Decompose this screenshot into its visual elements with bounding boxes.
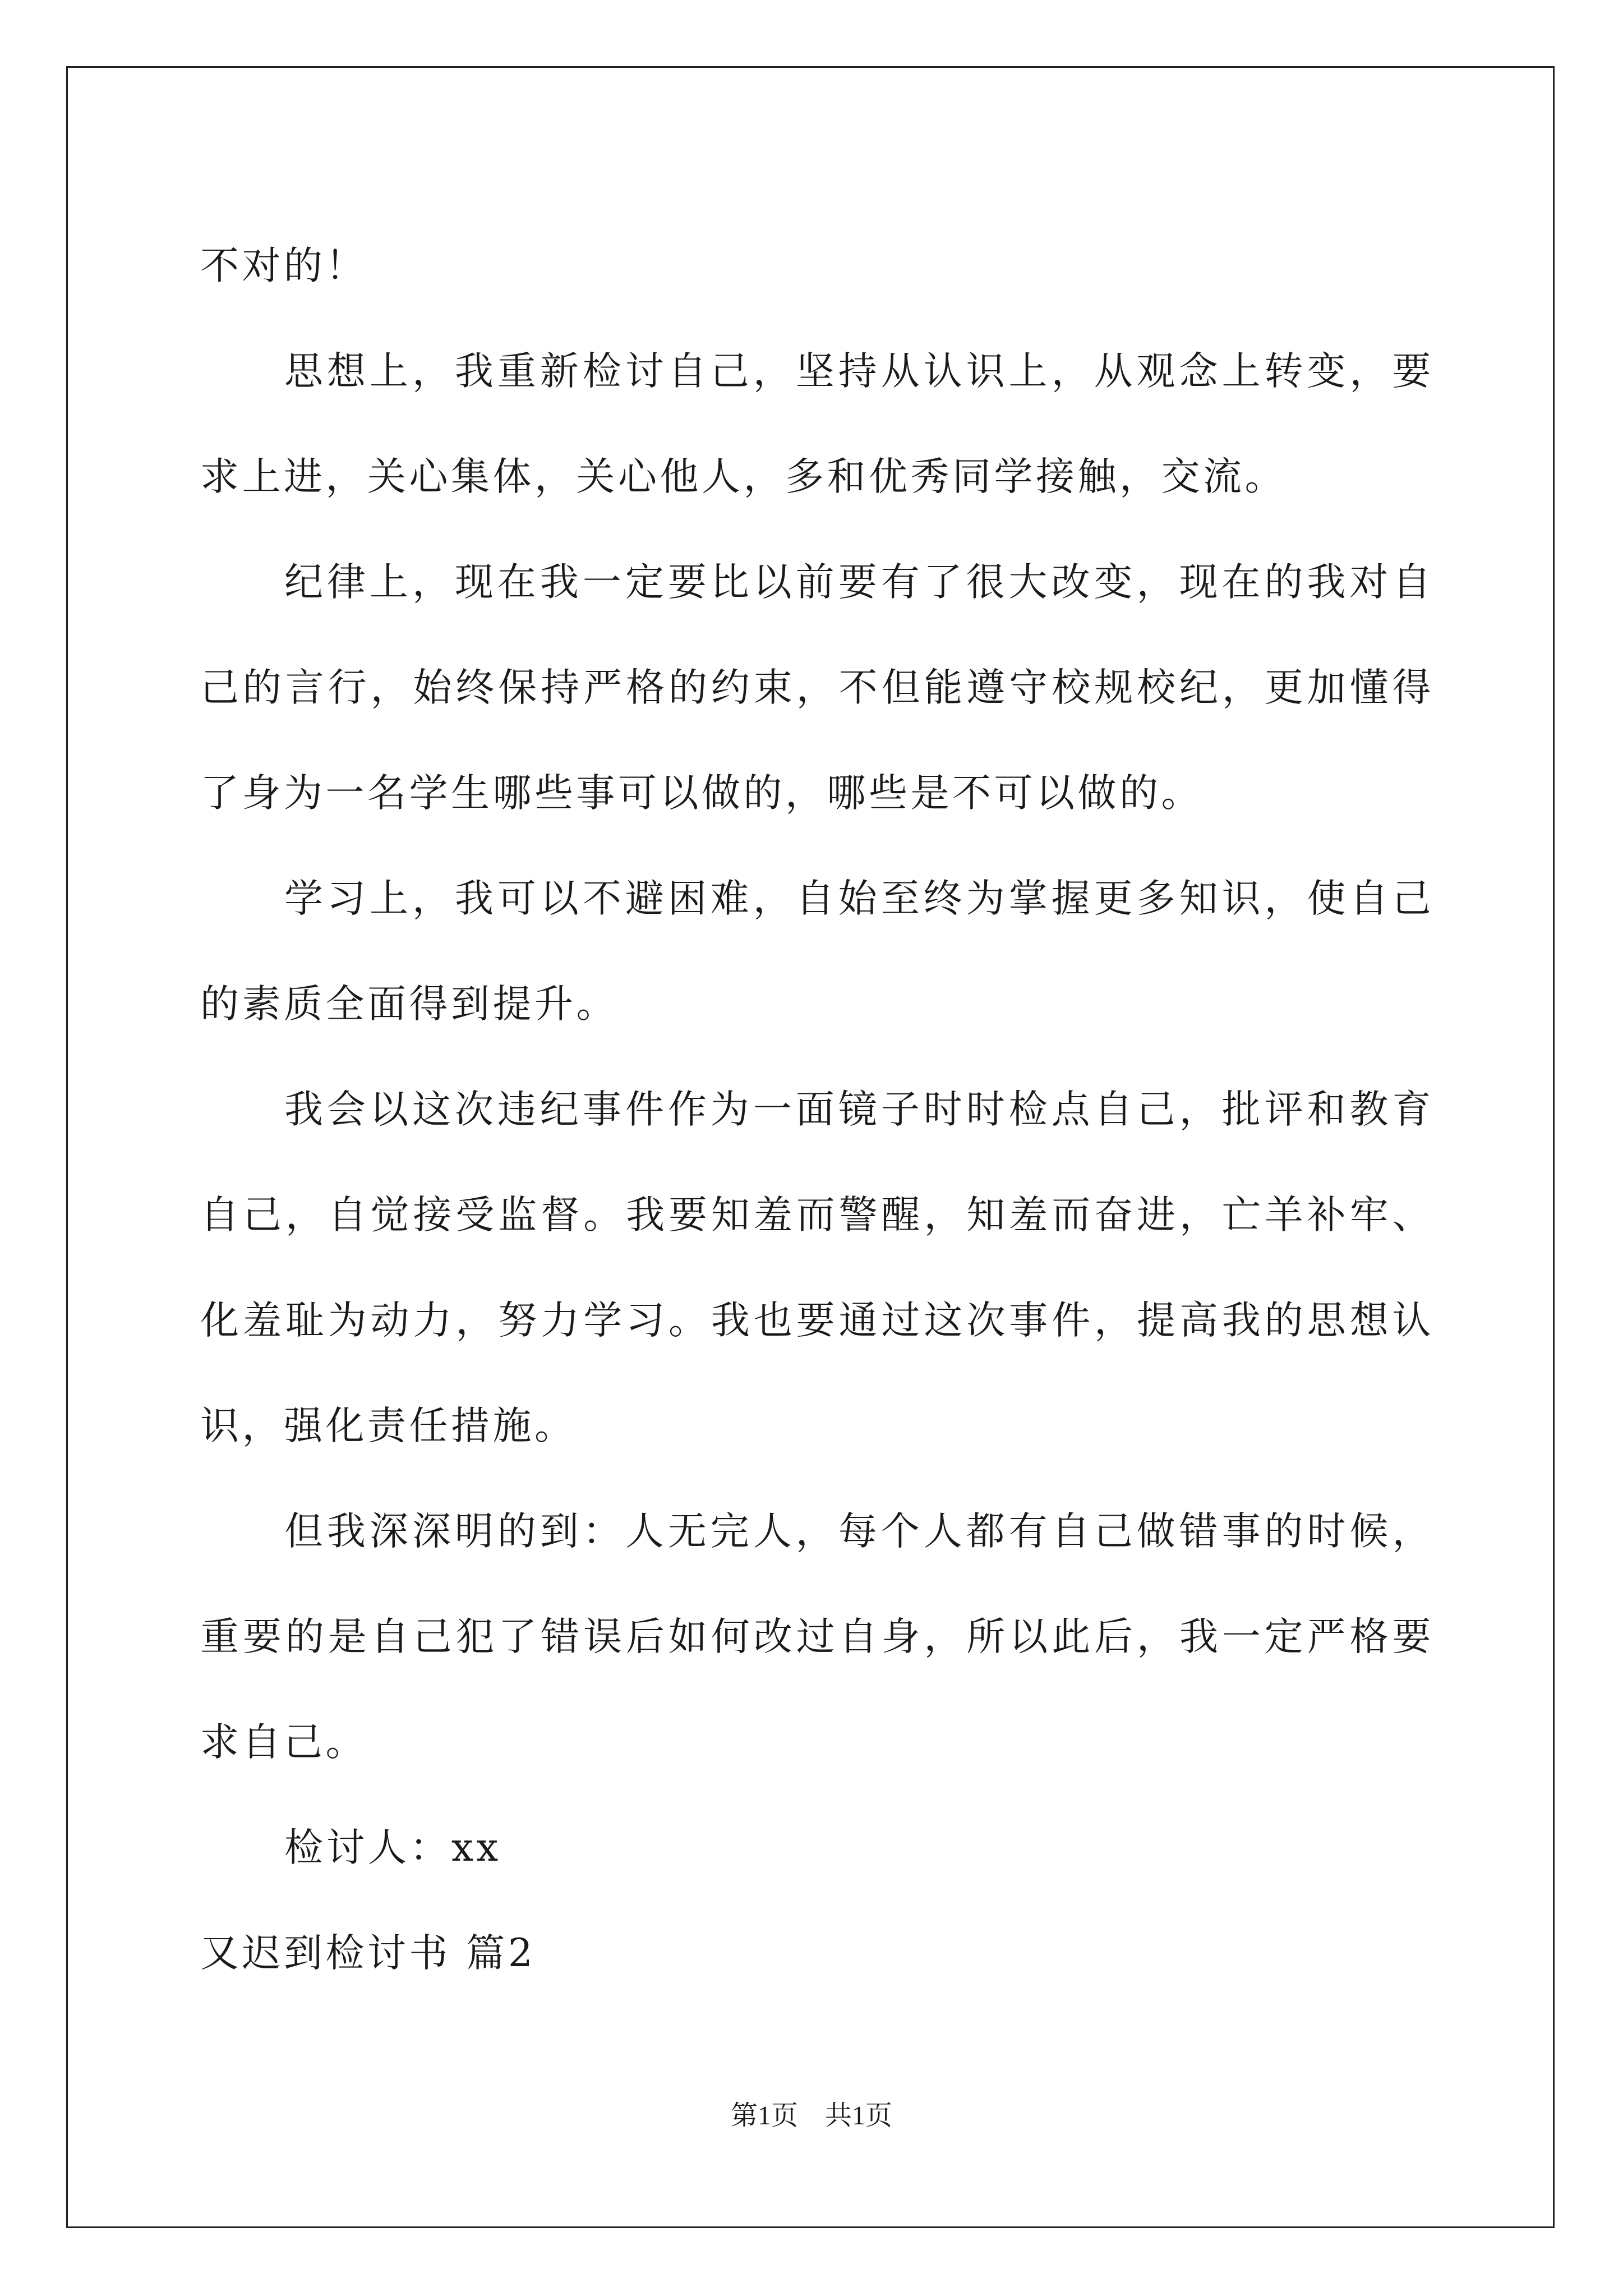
page-total: 共1页 bbox=[825, 2101, 893, 2131]
document-body bbox=[200, 213, 1434, 2006]
paragraph-conclusion: 但我深深明的到：人无完人，每个人都有自己做错事的时候，重要的是自己犯了错误后如何改过自身，所以此后，我一定严格要求自己。 bbox=[200, 1509, 1434, 1765]
paragraph-mirror: 我会以这次违纪事件作为一面镜子时时检点自己，批评和教育自己，自觉接受监督。我要知羞而警醒，知羞而奋进，亡羊补牢、化羞耻为动力，努力学习。我也要通过这次事件，提高我的思想认识，强化责任措施。 bbox=[200, 1087, 1434, 1448]
paragraph-study: 学习上，我可以不避困难，自始至终为掌握更多知识，使自己的素质全面得到提升。 bbox=[200, 876, 1434, 1027]
paragraph-discipline: 纪律上，现在我一定要比以前要有了很大改变，现在的我对自己的言行，始终保持严格的约束，不但能遵守校规校纪，更加懂得了身为一名学生哪些事可以做的，哪些是不可以做的。 bbox=[200, 560, 1434, 816]
section-heading: 又迟到检讨书 篇2 bbox=[200, 1931, 536, 1976]
paragraph-continuation: 不对的！ bbox=[200, 243, 367, 288]
page-number: 第1页 bbox=[730, 2101, 798, 2131]
signature-line: 检讨人：xx bbox=[284, 1825, 501, 1870]
page-footer bbox=[0, 2099, 1623, 2133]
paragraph-thought: 思想上，我重新检讨自己，坚持从认识上，从观念上转变，要求上进，关心集体，关心他人，多和优秀同学接触，交流。 bbox=[200, 349, 1434, 499]
